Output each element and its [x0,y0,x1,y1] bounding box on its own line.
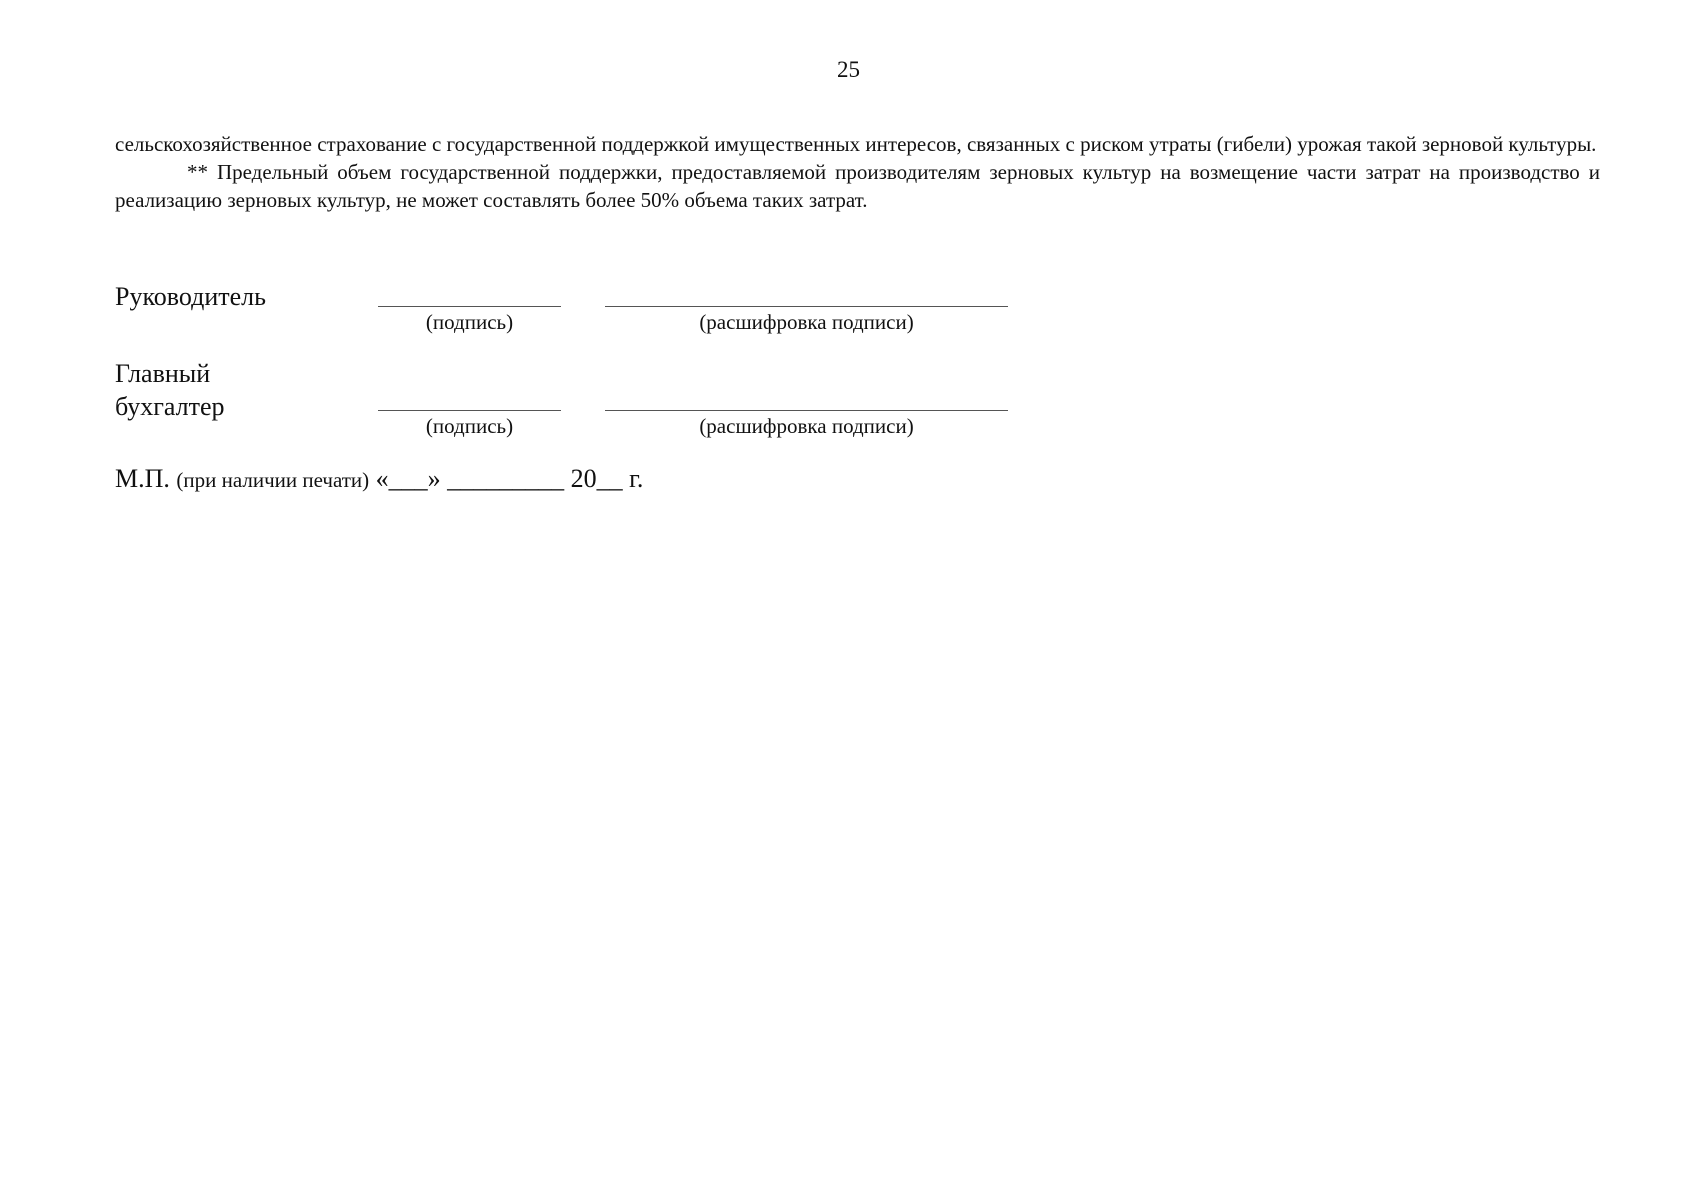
footnote-paragraph-2: ** Предельный объем государственной поддержки, предоставляемой производителям зерновых культур на возмещение части затрат на производство и реализацию зерновых культур, не может составлять более 50% объема таких затрат. [115,160,1600,212]
chief-accountant-label-line2: бухгалтер [115,392,225,421]
chief-accountant-decode-line [605,410,1008,411]
date-field: «___» _________ 20__ г. [375,464,644,493]
stamp-date-row [115,463,643,496]
chief-accountant-signature-caption: (подпись) [425,414,514,438]
chief-accountant-label-line1: Главный [115,359,211,388]
head-signature-caption: (подпись) [425,310,514,334]
footnote-text [115,130,1600,214]
footnote-paragraph-1: сельскохозяйственное страхование с государственной поддержкой имущественных интересов, связанных с риском утраты (гибели) урожая такой зерновой культуры. [115,132,1597,156]
stamp-mp: М.П. [115,464,170,493]
chief-accountant-signature-line [378,410,561,411]
page-number: 25 [837,57,860,82]
chief-accountant-decode-caption: (расшифровка подписи) [699,414,914,438]
head-label: Руководитель [115,282,266,311]
stamp-note: (при наличии печати) [176,468,370,492]
head-decode-caption: (расшифровка подписи) [699,310,914,334]
head-decode-line [605,306,1008,307]
head-signature-line [378,306,561,307]
